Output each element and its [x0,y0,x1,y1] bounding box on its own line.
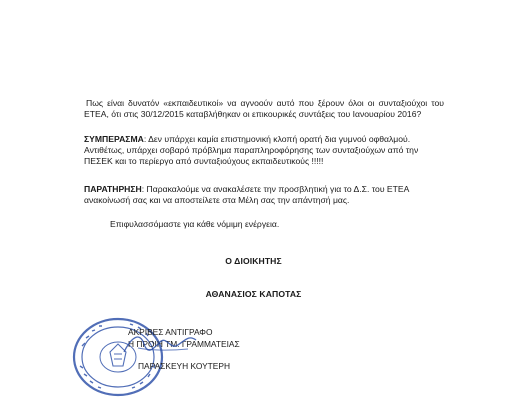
signature-icon [118,318,238,368]
remark-label: ΠΑΡΑΤΗΡΗΣΗ [84,184,142,194]
paragraph-conclusion [84,134,444,168]
signatory-name: ΑΘΑΝΑΣΙΟΣ ΚΑΠΟΤΑΣ [205,289,302,299]
handwritten-signature [118,318,238,368]
paragraph-remark [84,184,444,206]
certification-line-2: Η ΠΡΟΙΗ ΤΜ. ΓΡΑΜΜΑΤΕΙΑΣ [128,338,240,349]
remark-text: : Παρακαλούμε να ανακαλέσετε την προσβλητική για το Δ.Σ. του ΕΤΕΑ ανακοίνωσή σας και να αποστείλετε στα Μέλη σας την απάντησή μας. [84,184,409,206]
signatory-role: Ο ΔΙΟΙΚΗΤΗΣ [225,256,282,266]
paragraph-reservation: Επιφυλασσόμαστε για κάθε νόμιμη ενέργεια. [110,219,280,229]
paragraph-question: Πως είναι δυνατόν «εκπαιδευτικοί» να αγνοούν αυτό που ξέρουν όλοι οι συνταξιούχοι του ΕΤΕΑ, ότι στις 30/12/2015 καταβλήθηκαν οι επικουρικές συντάξεις του Ιανουαρίου 2016? [84,98,444,120]
certification-line-1: ΑΚΡΙΒΕΣ ΑΝΤΙΓΡΑΦΟ [128,327,213,337]
certification-line-3: ΠΑΡΑΣΚΕΥΗ ΚΟΥΤΕΡΗ [138,361,230,371]
conclusion-label: ΣΥΜΠΕΡΑΣΜΑ [84,134,144,144]
conclusion-text: : Δεν υπάρχει καμία επιστημονική κλοπή ορατή δια γυμνού οφθαλμού. Αντιθέτως, υπάρχει σοβαρό πρόβλημα παραπληροφόρησης των συνταξιούχων από την ΠΕΣΕΚ και το περίεργο από συνταξιούχους εκπαιδευτικούς !!!!! [84,134,419,167]
